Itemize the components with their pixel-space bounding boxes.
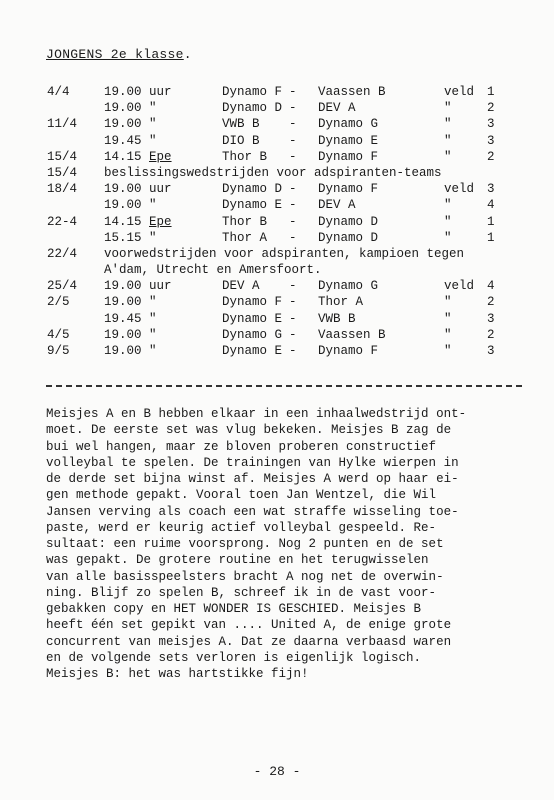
home-team: Dynamo D xyxy=(222,101,283,116)
paragraph-line: concurrent van meisjes A. Dat ze daarna verbaasd waren xyxy=(46,634,452,649)
field-label: " xyxy=(444,327,452,342)
field-label: veld xyxy=(444,279,475,294)
field-number: 3 xyxy=(487,182,495,197)
match-time: 19.00 uur xyxy=(104,182,172,197)
field-label: " xyxy=(444,101,452,116)
away-team: Dynamo D xyxy=(318,230,379,245)
match-time: 14.15 xyxy=(104,149,142,164)
schedule-row xyxy=(0,100,554,116)
field-label: " xyxy=(444,344,452,358)
schedule-row xyxy=(0,262,554,278)
page-number: - 28 - xyxy=(253,764,301,779)
home-team: DIO B xyxy=(222,133,260,148)
versus-dash: - xyxy=(289,101,297,116)
schedule-row xyxy=(0,116,554,132)
versus-dash: - xyxy=(289,149,297,164)
schedule-row xyxy=(0,230,554,246)
field-number: 2 xyxy=(487,101,495,116)
field-number: 4 xyxy=(487,279,495,294)
away-team: DEV A xyxy=(318,198,356,213)
field-label: veld xyxy=(444,182,475,197)
away-team: Vaassen B xyxy=(318,85,386,99)
paragraph-line: gebakken copy en HET WONDER IS GESCHIED. Meisjes B xyxy=(46,602,422,616)
versus-dash: - xyxy=(289,327,297,342)
field-label: " xyxy=(444,133,452,148)
match-time-location xyxy=(104,149,172,165)
schedule-note: voorwedstrijden voor adspiranten, kampioen tegen xyxy=(104,246,465,261)
paragraph-line: Jansen verving als coach een wat straffe wisseling toe- xyxy=(46,504,459,519)
away-team: Dynamo G xyxy=(318,279,379,294)
home-team: Dynamo F xyxy=(222,295,283,310)
match-time: 14.15 xyxy=(104,214,142,229)
match-date: 4/5 xyxy=(47,327,70,342)
home-team: Dynamo D xyxy=(222,182,283,197)
home-team: Dynamo E xyxy=(222,344,283,358)
home-team: Dynamo F xyxy=(222,85,283,99)
away-team: Dynamo F xyxy=(318,344,379,358)
match-date: 18/4 xyxy=(47,182,78,197)
schedule-row xyxy=(0,327,554,343)
schedule-row xyxy=(0,246,554,262)
match-date: 22-4 xyxy=(47,214,78,229)
schedule-row xyxy=(0,343,554,359)
paragraph-line: van alle basisspeelsters bracht A nog net de overwin- xyxy=(46,569,444,584)
away-team: Vaassen B xyxy=(318,327,386,342)
field-number: 4 xyxy=(487,198,495,213)
paragraph-line: moet. De eerste set was vlug bekeken. Meisjes B zag de xyxy=(46,423,452,438)
match-time-location xyxy=(104,214,172,230)
schedule-note: A'dam, Utrecht en Amersfoort. xyxy=(104,263,322,278)
match-date: 15/4 xyxy=(47,149,78,164)
paragraph-line: volleybal te spelen. De trainingen van Hylke wierpen in xyxy=(46,455,459,470)
home-team: DEV A xyxy=(222,279,260,294)
versus-dash: - xyxy=(289,311,297,326)
versus-dash: - xyxy=(289,295,297,310)
paragraph-line: sultaat: een ruime voorsprong. Nog 2 punten en de set xyxy=(46,537,444,551)
away-team: DEV A xyxy=(318,101,356,116)
schedule-note: beslissingswedstrijden voor adspiranten-teams xyxy=(104,165,442,180)
away-team: VWB B xyxy=(318,311,356,326)
paragraph-line: Meisjes B: het was hartstikke fijn! xyxy=(46,667,309,681)
paragraph-line: en de volgende sets verloren is eigenlijk logisch. xyxy=(46,650,422,665)
paragraph-line: heeft één set gepikt van .... United A, de enige grote xyxy=(46,618,452,633)
report-paragraph xyxy=(46,406,522,682)
match-time: 19.00 " xyxy=(104,344,157,358)
versus-dash: - xyxy=(289,117,297,132)
field-label: " xyxy=(444,214,452,229)
match-time: 19.00 uur xyxy=(104,279,172,294)
match-time: 19.00 " xyxy=(104,198,157,213)
schedule-row xyxy=(0,181,554,197)
schedule-row xyxy=(0,311,554,327)
versus-dash: - xyxy=(289,214,297,229)
field-label: veld xyxy=(444,85,475,99)
field-number: 3 xyxy=(487,133,495,148)
home-team: VWB B xyxy=(222,117,260,132)
schedule-row xyxy=(0,165,554,181)
field-number: 3 xyxy=(487,344,495,358)
match-time: 15.15 " xyxy=(104,230,157,245)
field-number: 2 xyxy=(487,295,495,310)
match-date: 25/4 xyxy=(47,279,78,294)
match-time: 19.00 uur xyxy=(104,85,172,99)
away-team: Dynamo G xyxy=(318,117,379,132)
match-date: 4/4 xyxy=(47,85,70,99)
versus-dash: - xyxy=(289,133,297,148)
schedule-row xyxy=(0,214,554,230)
home-team: Dynamo G xyxy=(222,327,283,342)
away-team: Dynamo D xyxy=(318,214,379,229)
match-time: 19.00 " xyxy=(104,117,157,132)
field-number: 1 xyxy=(487,230,495,245)
match-date: 11/4 xyxy=(47,117,78,132)
away-team: Dynamo F xyxy=(318,182,379,197)
field-number: 2 xyxy=(487,327,495,342)
schedule-row xyxy=(0,133,554,149)
paragraph-line: Meisjes A en B hebben elkaar in een inhaalwedstrijd ont- xyxy=(46,407,467,421)
versus-dash: - xyxy=(289,85,297,99)
field-number: 3 xyxy=(487,311,495,326)
match-date: 22/4 xyxy=(47,246,78,261)
dashed-divider xyxy=(46,385,522,387)
field-label: " xyxy=(444,295,452,310)
match-location: Epe xyxy=(149,149,172,164)
match-time: 19.00 " xyxy=(104,295,157,310)
match-date: 9/5 xyxy=(47,344,70,358)
schedule-row xyxy=(0,294,554,310)
field-number: 3 xyxy=(487,117,495,132)
match-time: 19.45 " xyxy=(104,133,157,148)
paragraph-line: de derde set bijna winst af. Meisjes A werd op haar ei- xyxy=(46,472,459,486)
schedule-row xyxy=(0,149,554,165)
paragraph-line: ning. Blijf zo spelen B, schreef ik in de vast voor- xyxy=(46,585,437,600)
field-label: " xyxy=(444,198,452,213)
match-time: 19.45 " xyxy=(104,311,157,326)
home-team: Thor B xyxy=(222,214,268,229)
away-team: Dynamo E xyxy=(318,133,379,148)
paragraph-line: bui wel hangen, maar ze bloven proberen constructief xyxy=(46,439,437,454)
match-date: 15/4 xyxy=(47,165,78,180)
match-time: 19.00 " xyxy=(104,327,157,342)
field-number: 1 xyxy=(487,214,495,229)
versus-dash: - xyxy=(289,279,297,294)
home-team: Thor B xyxy=(222,149,268,164)
away-team: Thor A xyxy=(318,295,364,310)
match-location: Epe xyxy=(149,214,172,229)
versus-dash: - xyxy=(289,230,297,245)
match-date: 2/5 xyxy=(47,295,70,310)
schedule-row xyxy=(0,197,554,213)
field-label: " xyxy=(444,230,452,245)
field-label: " xyxy=(444,311,452,326)
versus-dash: - xyxy=(289,344,297,358)
field-label: " xyxy=(444,149,452,164)
match-schedule xyxy=(0,84,554,359)
paragraph-line: gen methode gepakt. Vooral toen Jan Wentzel, die Wil xyxy=(46,488,437,503)
home-team: Dynamo E xyxy=(222,198,283,213)
heading-title: JONGENS 2e klasse xyxy=(46,47,184,62)
schedule-row xyxy=(0,278,554,294)
away-team: Dynamo F xyxy=(318,149,379,164)
field-number: 2 xyxy=(487,149,495,164)
match-time: 19.00 " xyxy=(104,101,157,116)
home-team: Dynamo E xyxy=(222,311,283,326)
versus-dash: - xyxy=(289,198,297,213)
home-team: Thor A xyxy=(222,230,268,245)
schedule-row xyxy=(0,84,554,100)
paragraph-line: paste, werd er keurig actief volleybal gespeeld. Re- xyxy=(46,520,437,535)
heading-dot: . xyxy=(183,47,192,62)
section-heading xyxy=(46,47,192,62)
paragraph-line: was gepakt. De grotere routine en het terugwisselen xyxy=(46,553,429,568)
versus-dash: - xyxy=(289,182,297,197)
field-label: " xyxy=(444,117,452,132)
field-number: 1 xyxy=(487,85,495,99)
